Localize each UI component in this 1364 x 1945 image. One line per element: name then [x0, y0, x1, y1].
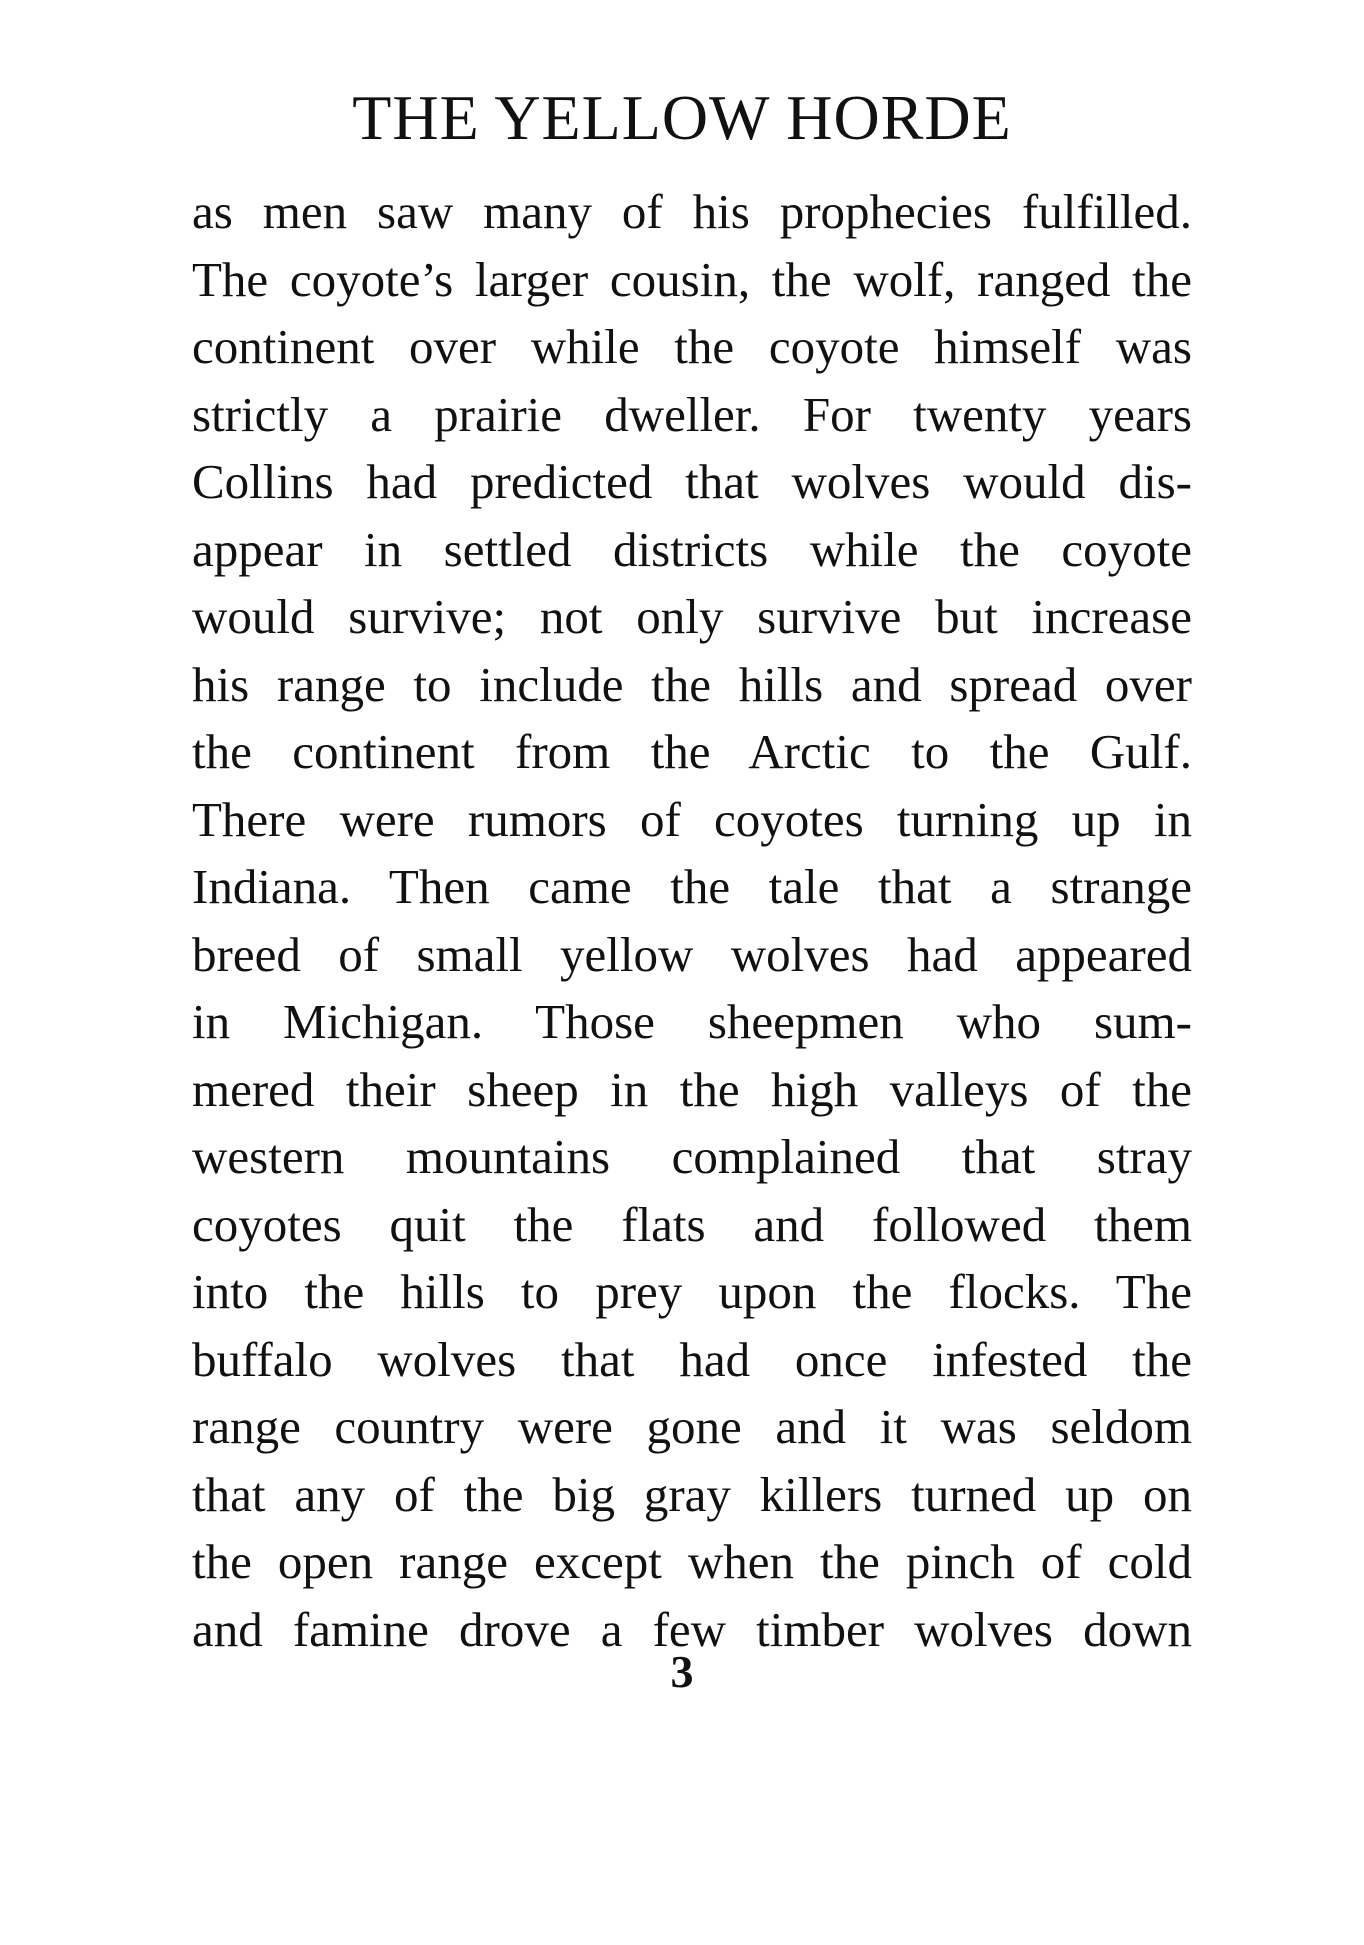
text-line: Collins had predicted that wolves would dis-: [192, 454, 1192, 509]
text-line: Indiana. Then came the tale that a strange: [192, 859, 1192, 914]
running-head-title: THE YELLOW HORDE: [352, 82, 1012, 153]
text-line: range country were gone and it was seldom: [192, 1399, 1192, 1454]
body-text: [192, 178, 1192, 1663]
text-line: coyotes quit the flats and followed them: [192, 1196, 1192, 1252]
text-line: buffalo wolves that had once infested the: [192, 1331, 1192, 1387]
text-line: breed of small yellow wolves had appeared: [192, 926, 1192, 982]
text-line: the continent from the Arctic to the Gulf.: [192, 724, 1192, 779]
text-line: as men saw many of his prophecies fulfilled.: [192, 184, 1192, 239]
text-line: mered their sheep in the high valleys of the: [192, 1061, 1192, 1117]
text-line: would survive; not only survive but increase: [192, 589, 1192, 644]
text-line: There were rumors of coyotes turning up in: [192, 791, 1192, 847]
page-number: 3: [670, 1646, 694, 1697]
text-line: that any of the big gray killers turned up on: [192, 1466, 1192, 1522]
text-line: into the hills to prey upon the flocks. The: [192, 1264, 1192, 1319]
text-line: and famine drove a few timber wolves down: [192, 1601, 1192, 1657]
text-line: strictly a prairie dweller. For twenty years: [192, 386, 1192, 442]
text-line: western mountains complained that stray: [192, 1129, 1192, 1184]
text-line: The coyote’s larger cousin, the wolf, ranged the: [192, 251, 1192, 307]
text-line: in Michigan. Those sheepmen who sum-: [192, 994, 1192, 1049]
text-line: his range to include the hills and spread over: [192, 656, 1192, 712]
text-line: appear in settled districts while the coyote: [192, 521, 1192, 577]
text-line: the open range except when the pinch of cold: [192, 1534, 1192, 1589]
text-line: continent over while the coyote himself was: [192, 319, 1192, 374]
